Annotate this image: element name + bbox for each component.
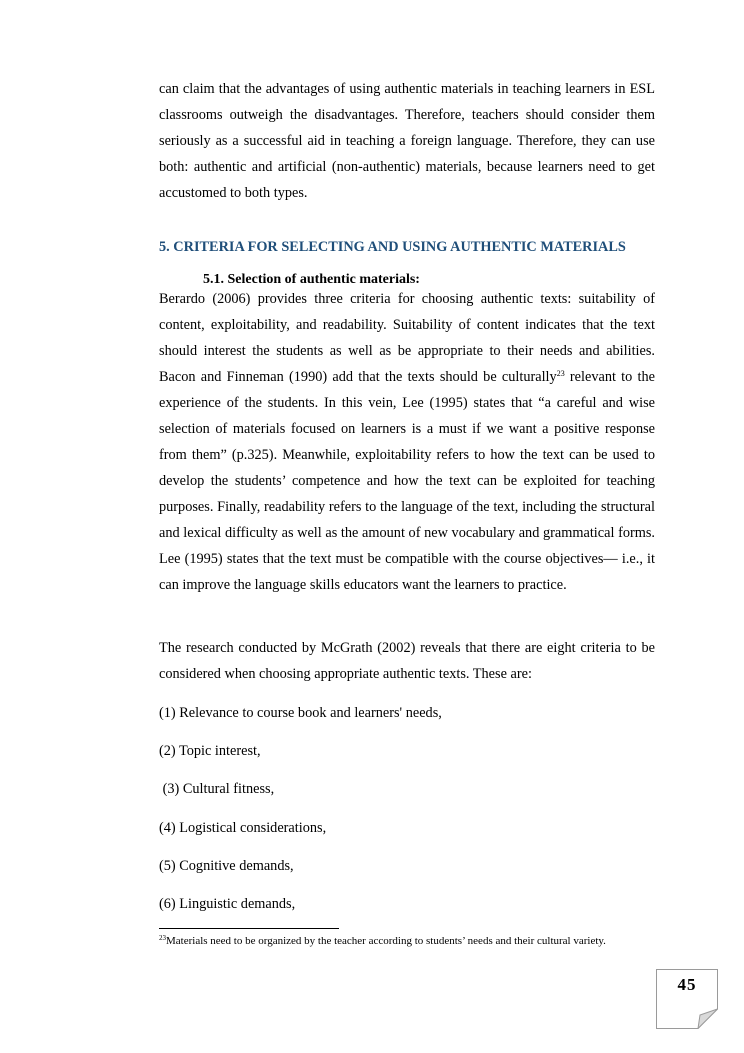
- research-paragraph: The research conducted by McGrath (2002) reveals that there are eight criteria to be considered when choosing appropriate authentic texts. These are:: [159, 640, 655, 682]
- page-number: 45: [677, 975, 697, 994]
- criteria-list-item: (3) Cultural fitness,: [159, 781, 275, 797]
- footnote: [159, 934, 639, 948]
- criteria-text-part-2: relevant to the experience of the students. In this vein, Lee (1995) states that “a careful and wise selection of materials focused on learners is a must if we want a positive response from them” (p.325). Meanwhile, exploitability refers to how the text can be used to develop the students’ competence and how the text can be exploited for teaching purposes. Finally, readability refers to the language of the text, including the structural and lexical difficulty as well as the amount of new vocabulary and grammatical forms. Lee (1995) states that the text must be compatible with the course objectives— i.e., it can improve the language skills educators want the learners to practice.: [159, 369, 655, 593]
- footnote-separator: [159, 928, 339, 929]
- criteria-list-item: (1) Relevance to course book and learners' needs,: [159, 705, 442, 721]
- criteria-list-item: (2) Topic interest,: [159, 743, 261, 759]
- footnote-number: 23: [159, 934, 166, 942]
- intro-paragraph: can claim that the advantages of using authentic materials in teaching learners in ESL classrooms outweigh the disadvantages. Therefore, teachers should consider them seriously as a successful aid in teaching a foreign language. Therefore, they can use both: authentic and artificial (non-authentic) materials, because learners need to get accustomed to both types.: [159, 81, 655, 201]
- criteria-list-item: (5) Cognitive demands,: [159, 858, 294, 874]
- subsection-heading: 5.1. Selection of authentic materials:: [203, 272, 420, 287]
- criteria-text-part-1: Berardo (2006) provides three criteria for choosing authentic texts: suitability of content, exploitability, and readability. Suitability of content indicates that the text should interest the students as well as be appropriate to their needs and abilities. Bacon and Finneman (1990) add that the texts should be culturally: [159, 291, 655, 385]
- page-number-badge: [656, 969, 718, 1029]
- section-heading: 5. CRITERIA FOR SELECTING AND USING AUTHENTIC MATERIALS: [159, 239, 626, 255]
- footnote-reference[interactable]: 23: [556, 369, 565, 378]
- footnote-text: Materials need to be organized by the teacher according to students’ needs and their cultural variety.: [166, 935, 606, 947]
- criteria-list-item: (4) Logistical considerations,: [159, 820, 327, 836]
- criteria-list-item: (6) Linguistic demands,: [159, 896, 296, 912]
- criteria-paragraph: [159, 286, 655, 598]
